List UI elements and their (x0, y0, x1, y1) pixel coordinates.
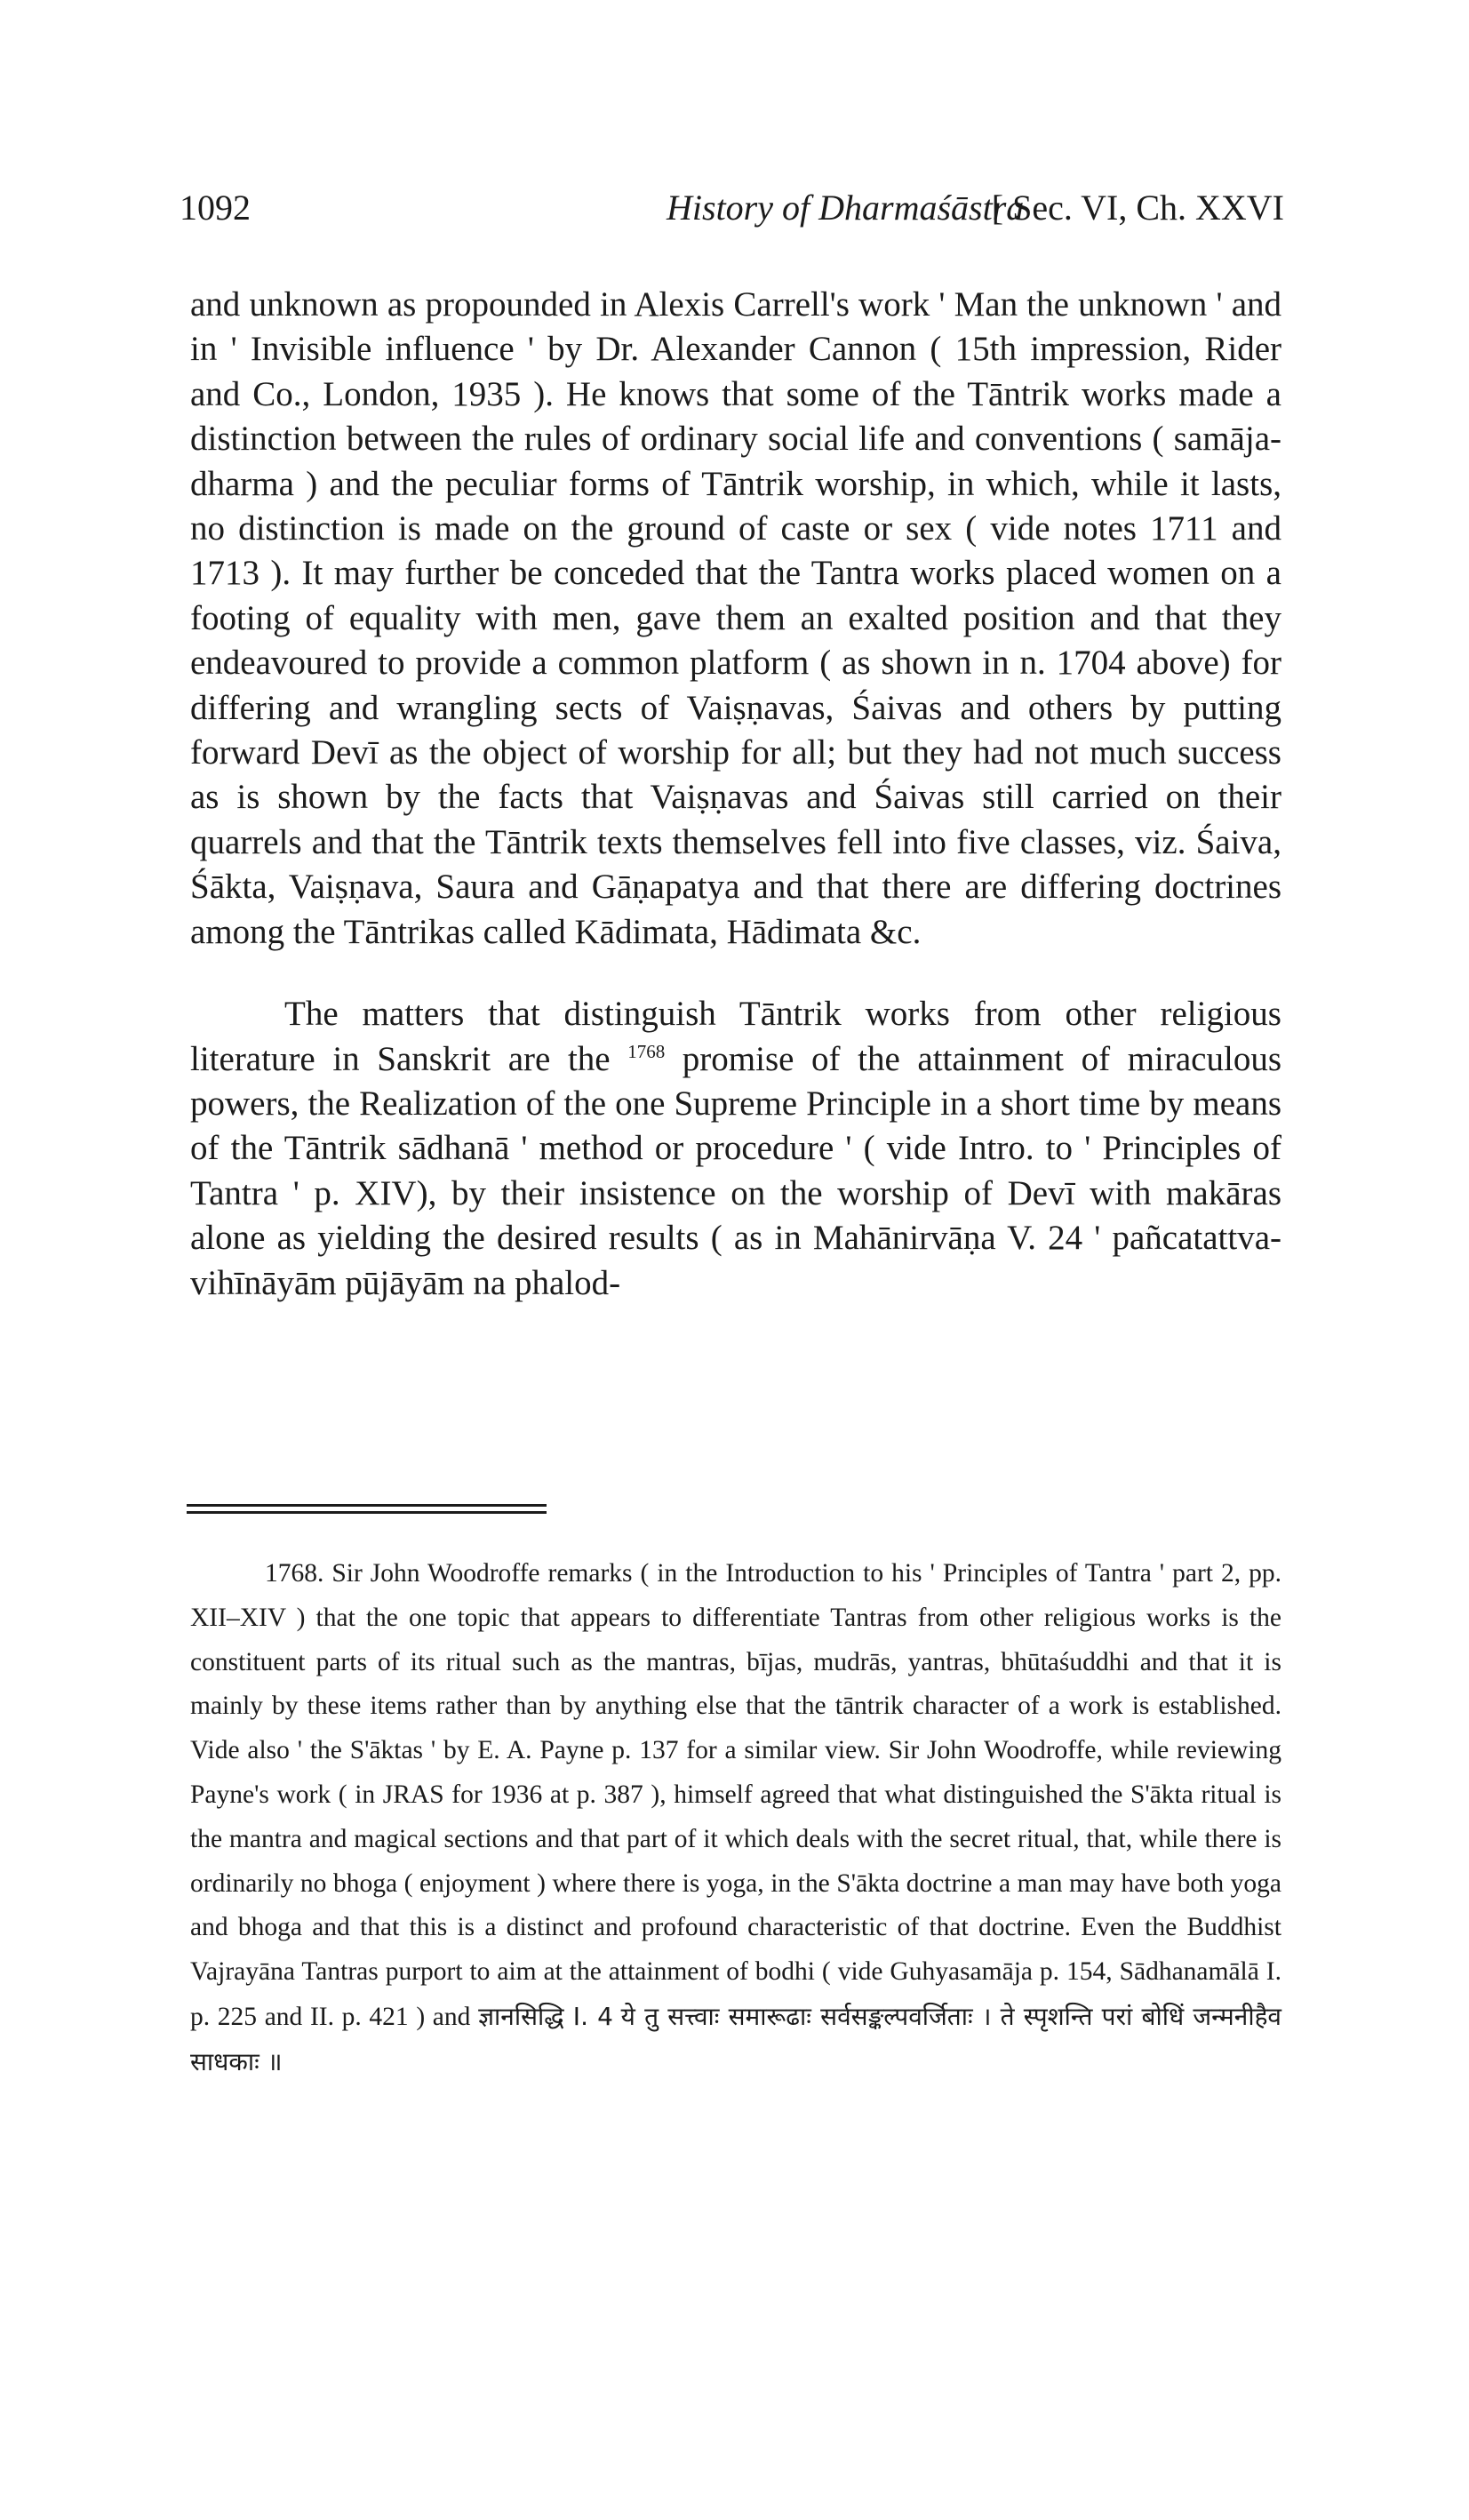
footnote-divider (187, 1504, 547, 1518)
paragraph: and unknown as propounded in Alexis Carrell's work ' Man the unknown ' and in ' Invisible influence ' by Dr. Alexander Cannon ( 15th impression, Rider and Co., London, 1935 ). He knows that some of the Tāntrik works made a distinction between the rules of ordinary social life and conventions ( samāja-dharma ) and the peculiar forms of Tāntrik worship, in which, while it lasts, no distinction is made on the ground of caste or sex ( vide notes 1711 and 1713 ). It may further be conceded that the Tantra works placed women on a footing of equality with men, gave them an exalted position and that they endeavoured to provide a common platform ( as shown in n. 1704 above) for differing and wrangling sects of Vaiṣṇavas, Śaivas and others by putting forward Devī as the object of worship for all; but they had not much success as is shown by the facts that Vaiṣṇavas and Śaivas still carried on their quarrels and that the Tāntrik texts themselves fell into five classes, viz. Śaiva, Śākta, Vaiṣṇava, Saura and Gāṇapatya and that there are differing doctrines among the Tāntrikas called Kādimata, Hādimata &c. (190, 285, 1281, 951)
paragraph (190, 992, 1281, 1306)
section-label: [ Sec. VI, Ch. XXVI (991, 188, 1284, 228)
devanagari-reference: ज्ञानसिद्धि I. 4 (478, 2001, 613, 2031)
divider-line (187, 1511, 547, 1514)
divider-line (187, 1504, 547, 1507)
footnote-body: 1768. Sir John Woodroffe remarks ( in the Introduction to his ' Principles of Tantra ' part 2, pp. XII–XIV ) that the one topic that appears to differentiate Tantras from other religious works is the constituent parts of its ritual such as the mantras, bījas, mudrās, yantras, bhūtaśuddhi and that it is mainly by these items rather than by anything else that the tāntrik character of a work is established. Vide also ' the S'āktas ' by E. A. Payne p. 137 for a similar view. Sir John Woodroffe, while reviewing Payne's work ( in JRAS for 1936 at p. 387 ), himself agreed that what distinguished the S'ākta ritual is the mantra and magical sections and that part of it which deals with the secret ritual, that, while there is ordinarily no bhoga ( enjoyment ) where there is yoga, in the S'ākta doctrine a man may have both yoga and bhoga and that this is a distinct and profound characteristic of that doctrine. Even the Buddhist Vajrayāna Tantras purport to aim at the attainment of bodhi ( vide Guhyasamāja p. 154, Sādhanamālā I. p. 225 and II. p. 421 ) and (190, 1559, 1281, 2031)
paragraph-text: promise of the attainment of miraculous powers, the Realization of the one Supreme Principle in a short time by means of the Tāntrik sādhanā ' method or procedure ' ( vide Intro. to ' Principles of Tantra ' p. XIV), by their insistence on the worship of Devī with makāras alone as yielding the desired results ( as in Mahānirvāṇa V. 24 ' pañcatattva-vihīnāyām pūjāyām na phalod- (190, 1039, 1281, 1302)
page-header (169, 187, 1284, 240)
page-number: 1092 (180, 188, 251, 228)
running-title: History of Dharmaśāstra (667, 188, 1025, 228)
footnote-marker[interactable]: 1768 (627, 1040, 666, 1062)
footnote (190, 1552, 1281, 2085)
main-text (190, 283, 1281, 1306)
devanagari-quote: ये तु सत्त्वाः समारूढाः सर्वसङ्कल्पवर्जिताः । ते स्पृशन्ति परां बोधिं जन्मनीहैव साधकाः ॥ (190, 2001, 1282, 2076)
paragraph-text: The matters that distinguish Tāntrik works from other religious literature in Sanskrit are the (190, 995, 1281, 1078)
footnote-text (190, 1552, 1281, 2085)
